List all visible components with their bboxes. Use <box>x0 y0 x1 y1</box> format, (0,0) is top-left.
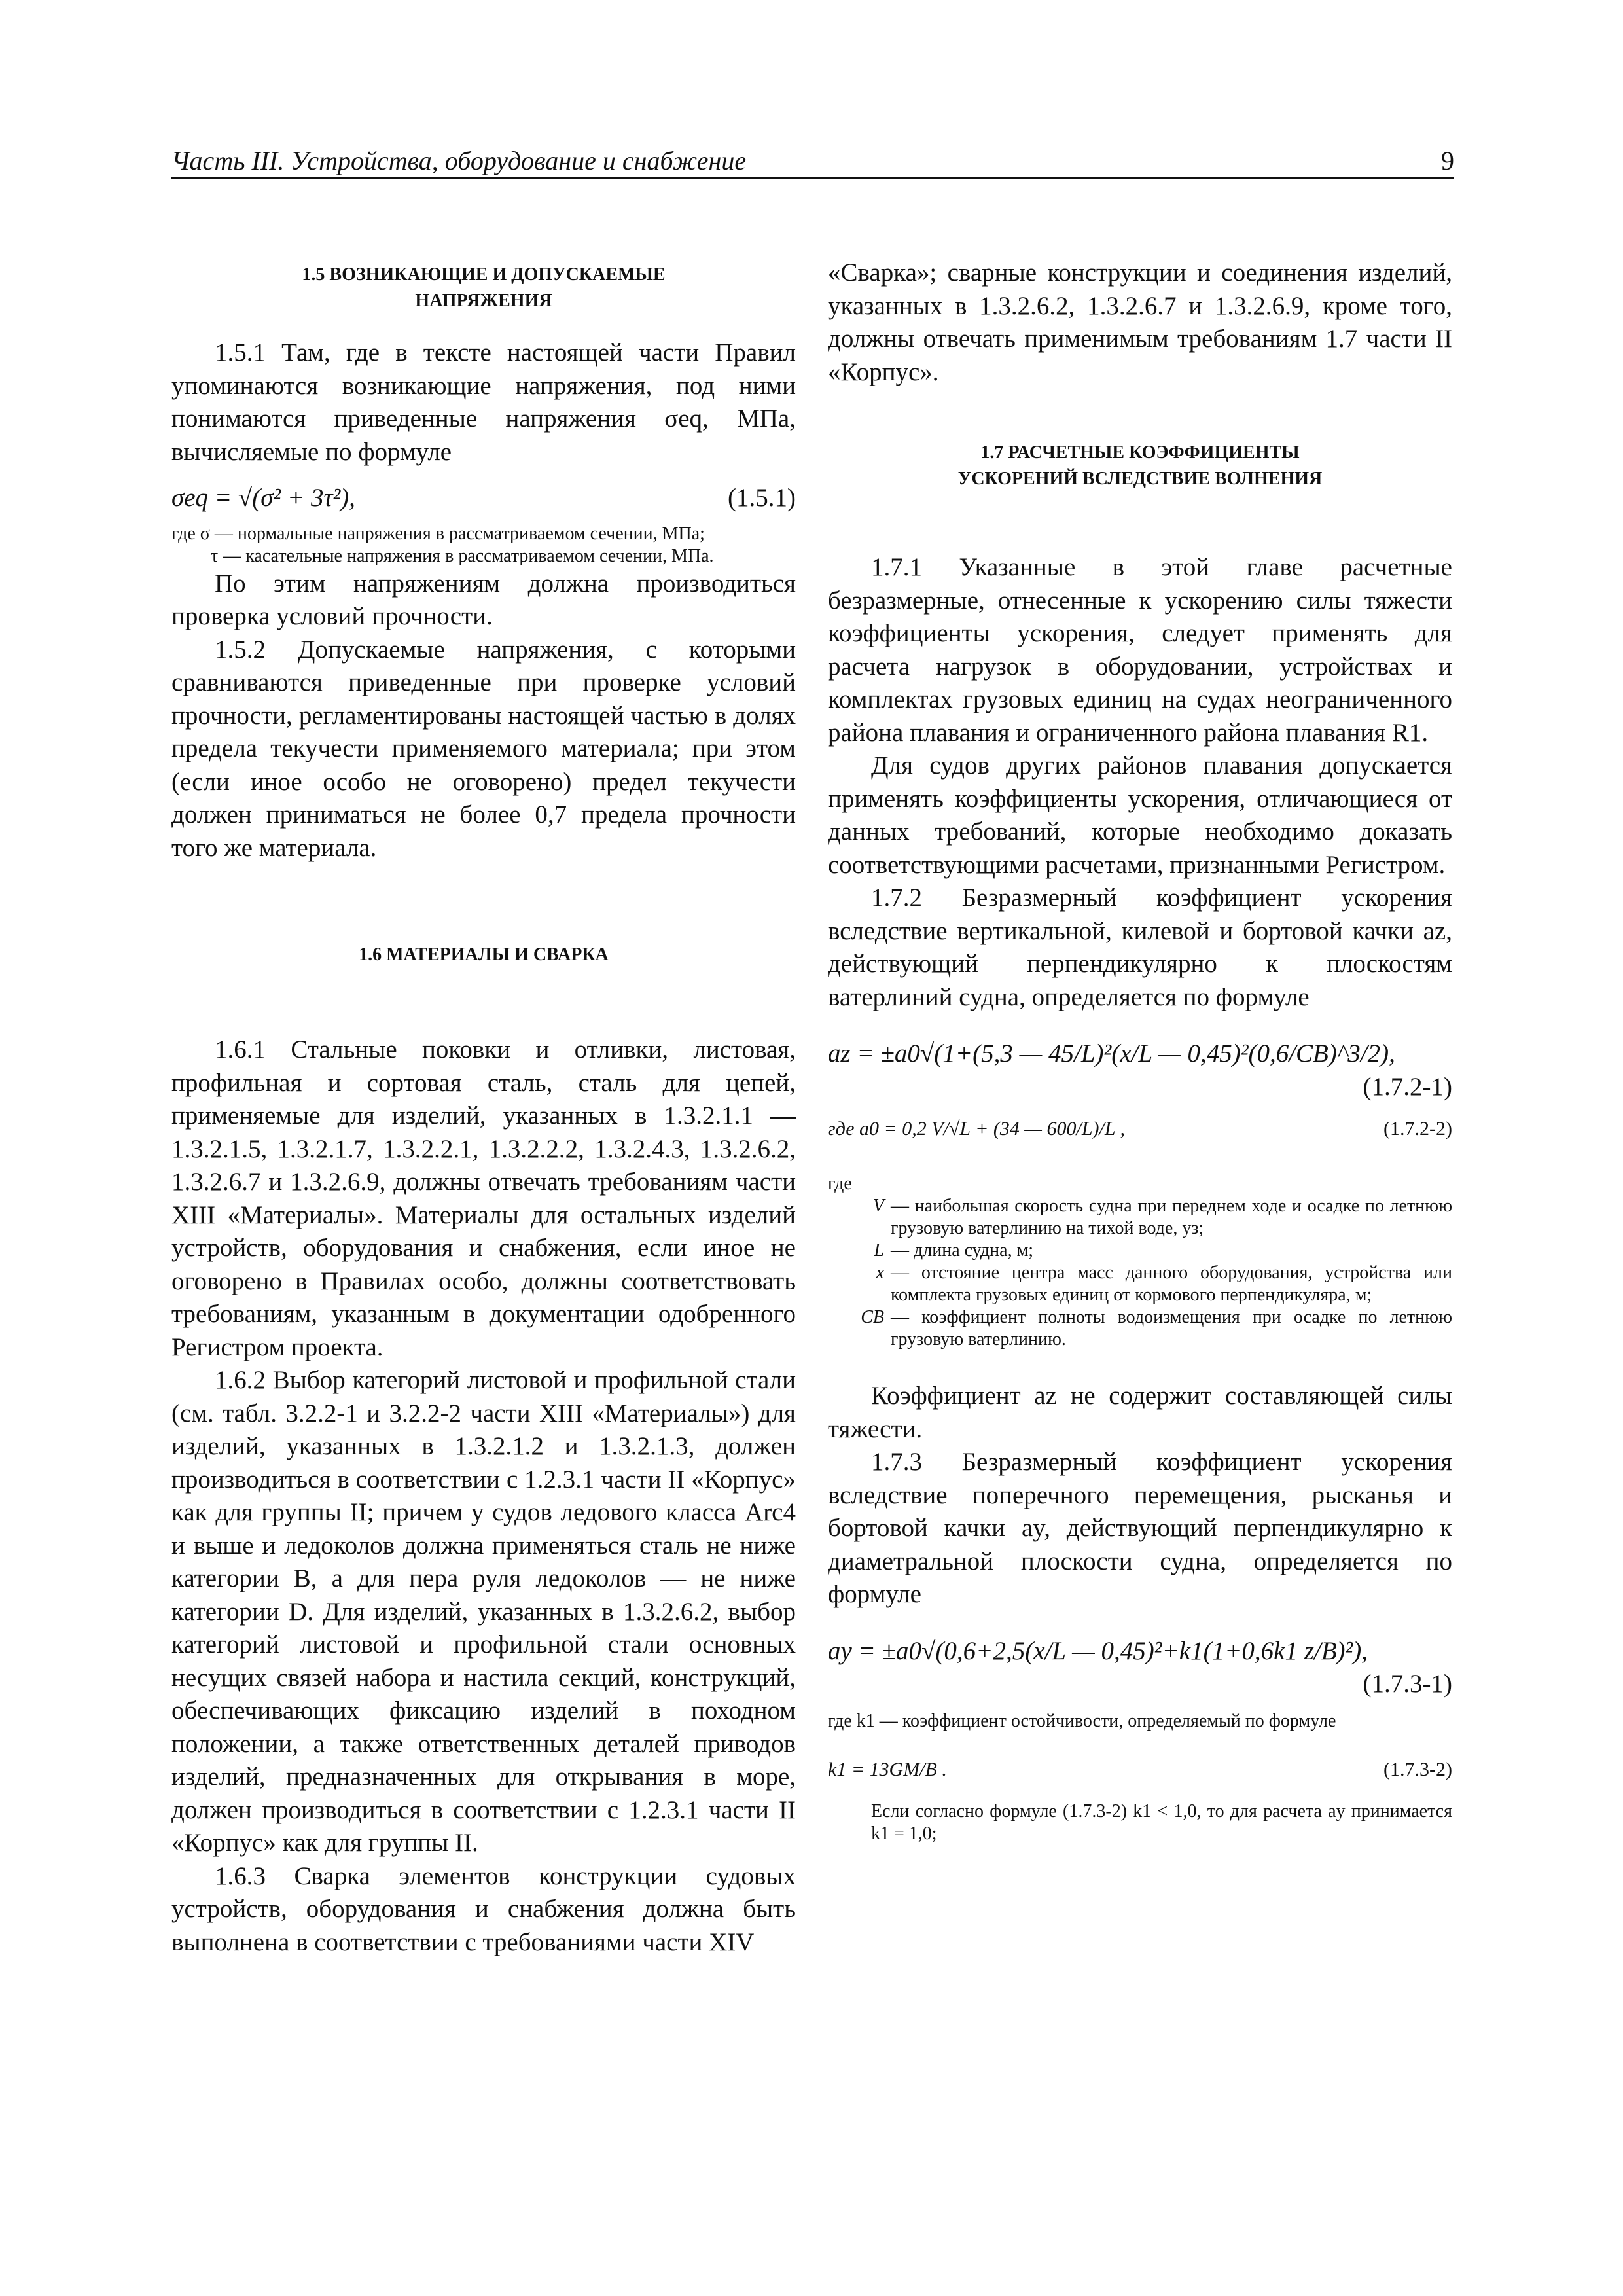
formula-1-7-2-2-expression: где a0 = 0,2 V/√L + (34 — 600/L)/L , <box>828 1118 1125 1139</box>
formula-1-7-2-1-number-row <box>828 1071 1452 1104</box>
legend-item-key: L <box>874 1240 884 1261</box>
formula-1-7-2-legend <box>828 1173 1452 1351</box>
paragraph-1-5-1: 1.5.1 Там, где в тексте настоящей части Правил упоминаются возникающие напряжения, под ними понимаются приведенные напряжения σeq, МПа, вычисляемые по формуле <box>171 338 796 466</box>
formula-1-7-2-1 <box>828 1037 1452 1071</box>
legend-item-key: x <box>876 1263 884 1283</box>
legend-item <box>828 1262 1452 1306</box>
formula-1-5-1-expression: σeq = √(σ² + 3τ²), <box>171 484 355 512</box>
formula-1-7-3-1-number: (1.7.3-1) <box>1363 1670 1452 1698</box>
formula-1-7-2-1-number: (1.7.2-1) <box>1363 1072 1452 1101</box>
right-column <box>828 257 1452 1845</box>
paragraph-1-6-1: 1.6.1 Стальные поковки и отливки, листовая, профильная и сортовая сталь, сталь для цепей, применяемые для изделий, указанных в 1.3.2.1.1 — 1.3.2.1.5, 1.3.2.1.7, 1.3.2.2.1, 1.3.2.2.2, 1.3.2.4.3, 1.3.2.6.2, 1.3.2.6.7 и 1.3.2.6.9, должны отвечать требованиям части XIII «Материалы». Материалы для остальных изделий устройств, оборудования и снабжения, если иное не оговорено в Правилах особо, должны соответствовать требованиям, указанным в документации одобренного Регистром проекта. <box>171 1035 796 1361</box>
note-k1-text: Если согласно формуле (1.7.3-2) k1 < 1,0, то для расчета ay принимается k1 = 1,0; <box>871 1801 1452 1844</box>
paragraph-1-6-3: 1.6.3 Сварка элементов конструкции судовых устройств, оборудования и снабжения должна быть выполнена в соответствии с требованиями части XIV <box>171 1861 796 1956</box>
legend-item <box>828 1306 1452 1351</box>
paragraph-1-7-2-continued: Коэффициент az не содержит составляющей силы тяжести. <box>828 1382 1452 1443</box>
legend-item <box>828 1240 1452 1262</box>
left-column <box>171 262 796 1959</box>
section-1-7-heading: 1.7 РАСЧЕТНЫЕ КОЭФФИЦИЕНТЫ УСКОРЕНИЙ ВСЛЕДСТВИЕ ВОЛНЕНИЯ <box>957 442 1323 489</box>
legend-item <box>828 1195 1452 1240</box>
legend-item-key: CB <box>861 1307 884 1327</box>
section-1-6-heading: 1.6 МАТЕРИАЛЫ И СВАРКА <box>359 944 609 965</box>
paragraph-1-7-2: 1.7.2 Безразмерный коэффициент ускорения вследствие вертикальной, килевой и бортовой качки az, действующий перпендикулярно к плоскостям ватерлиний судна, определяется по формуле <box>828 884 1452 1011</box>
paragraph-1-7-1-continued: Для судов других районов плавания допускается применять коэффициенты ускорения, отличающиеся от данных требований, которые необходимо доказать соответствующими расчетами, признанными Регистром. <box>828 751 1452 879</box>
formula-1-7-2-2 <box>828 1118 1452 1140</box>
formula-1-5-1-legend <box>171 523 796 567</box>
legend-where-row <box>828 1173 1452 1195</box>
formula-1-7-3-1-legend <box>828 1710 1452 1732</box>
formula-1-7-3-2-expression: k1 = 13GM/B . <box>828 1758 947 1780</box>
paragraph-1-6-2: 1.6.2 Выбор категорий листовой и профильной стали (см. табл. 3.2.2-1 и 3.2.2-2 части XIII «Материалы») для изделий, указанных в 1.3.2.1.2 и 1.3.2.1.3, должен производиться в соответствии с 1.2.3.1 части II «Корпус» как для группы II; причем у судов ледового класса Arc4 и выше и ледоколов должна применяться сталь не ниже категории B, а для пера руля ледоколов — не ниже категории D. Для изделий, указанных в 1.3.2.6.2, выбор категорий листовой и профильной стали основных несущих связей набора и настила секций, конструкций, обеспечивающих фиксацию изделий в походном положении, а также ответственных деталей приводов изделий, предназначенных для открывания в море, должен производиться в соответствии с 1.2.3.1 части II «Корпус» как для группы II. <box>171 1366 796 1857</box>
legend-where: где <box>828 1174 852 1194</box>
legend-sigma: где σ — нормальные напряжения в рассматриваемом сечении, МПа; <box>171 523 705 544</box>
legend-item-text: — коэффициент полноты водоизмещения при осадке по летнюю грузовую ватерлинию. <box>891 1307 1452 1350</box>
legend-item-text: — наибольшая скорость судна при переднем ходе и осадке по летнюю грузовую ватерлинию на тихой воде, уз; <box>891 1196 1452 1238</box>
note-k1 <box>828 1801 1452 1845</box>
paragraph-1-5-2: 1.5.2 Допускаемые напряжения, с которыми сравниваются приведенные при проверке условий прочности, регламентированы настоящей частью в долях предела текучести применяемого материала; при этом (если иное особо не оговорено) предел текучести должен приниматься не более 0,7 предела прочности того же материала. <box>171 635 796 862</box>
paragraph-1-7-1: 1.7.1 Указанные в этой главе расчетные безразмерные, отнесенные к ускорению силы тяжести коэффициенты ускорения, следует применять для расчета нагрузок в оборудовании, устройствах и комплектах грузовых единиц на судах неограниченного района плавания и ограниченного района плавания R1. <box>828 553 1452 747</box>
section-1-5-heading: 1.5 ВОЗНИКАЮЩИЕ И ДОПУСКАЕМЫЕ НАПРЯЖЕНИЯ <box>302 264 666 311</box>
formula-1-7-3-1-number-row <box>828 1668 1452 1701</box>
formula-1-7-2-2-number: (1.7.2-2) <box>1383 1118 1452 1139</box>
formula-1-7-3-2 <box>828 1759 1452 1781</box>
formula-1-5-1 <box>171 482 796 515</box>
legend-k1: где k1 — коэффициент остойчивости, определяемый по формуле <box>828 1710 1336 1731</box>
formula-1-7-3-2-number: (1.7.3-2) <box>1383 1758 1452 1780</box>
header-rule <box>171 177 1454 179</box>
running-header-title: Часть III. Устройства, оборудование и снабжение <box>171 146 747 175</box>
legend-item-key: V <box>872 1196 884 1216</box>
legend-item-text: — отстояние центра масс данного оборудования, устройства или комплекта грузовых единиц от кормового перпендикуляра, м; <box>891 1263 1452 1305</box>
paragraph-1-5-1-continued: По этим напряжениям должна производиться проверка условий прочности. <box>171 569 796 630</box>
legend-tau: τ — касательные напряжения в рассматриваемом сечении, МПа. <box>211 545 714 566</box>
formula-1-7-3-1-expression: ay = ±a0√(0,6+2,5(x/L — 0,45)²+k1(1+0,6k1 z/B)²), <box>828 1636 1368 1665</box>
legend-item-text: — длина судна, м; <box>891 1240 1034 1261</box>
paragraph-1-6-3-continued: «Сварка»; сварные конструкции и соединения изделий, указанных в 1.3.2.6.2, 1.3.2.6.7 и 1.3.2.6.9, кроме того, должны отвечать применимым требованиям 1.7 части II «Корпус». <box>828 259 1452 386</box>
paragraph-1-7-3: 1.7.3 Безразмерный коэффициент ускорения вследствие поперечного перемещения, рысканья и бортовой качки ay, действующий перпендикулярно к диаметральной плоскости судна, определяется по формуле <box>828 1448 1452 1608</box>
formula-1-7-2-1-expression: az = ±a0√(1+(5,3 — 45/L)²(x/L — 0,45)²(0,6/CB)^3/2), <box>828 1039 1395 1067</box>
formula-1-5-1-number: (1.5.1) <box>728 484 796 512</box>
page-number: 9 <box>1441 146 1454 175</box>
formula-1-7-3-1 <box>828 1635 1452 1668</box>
